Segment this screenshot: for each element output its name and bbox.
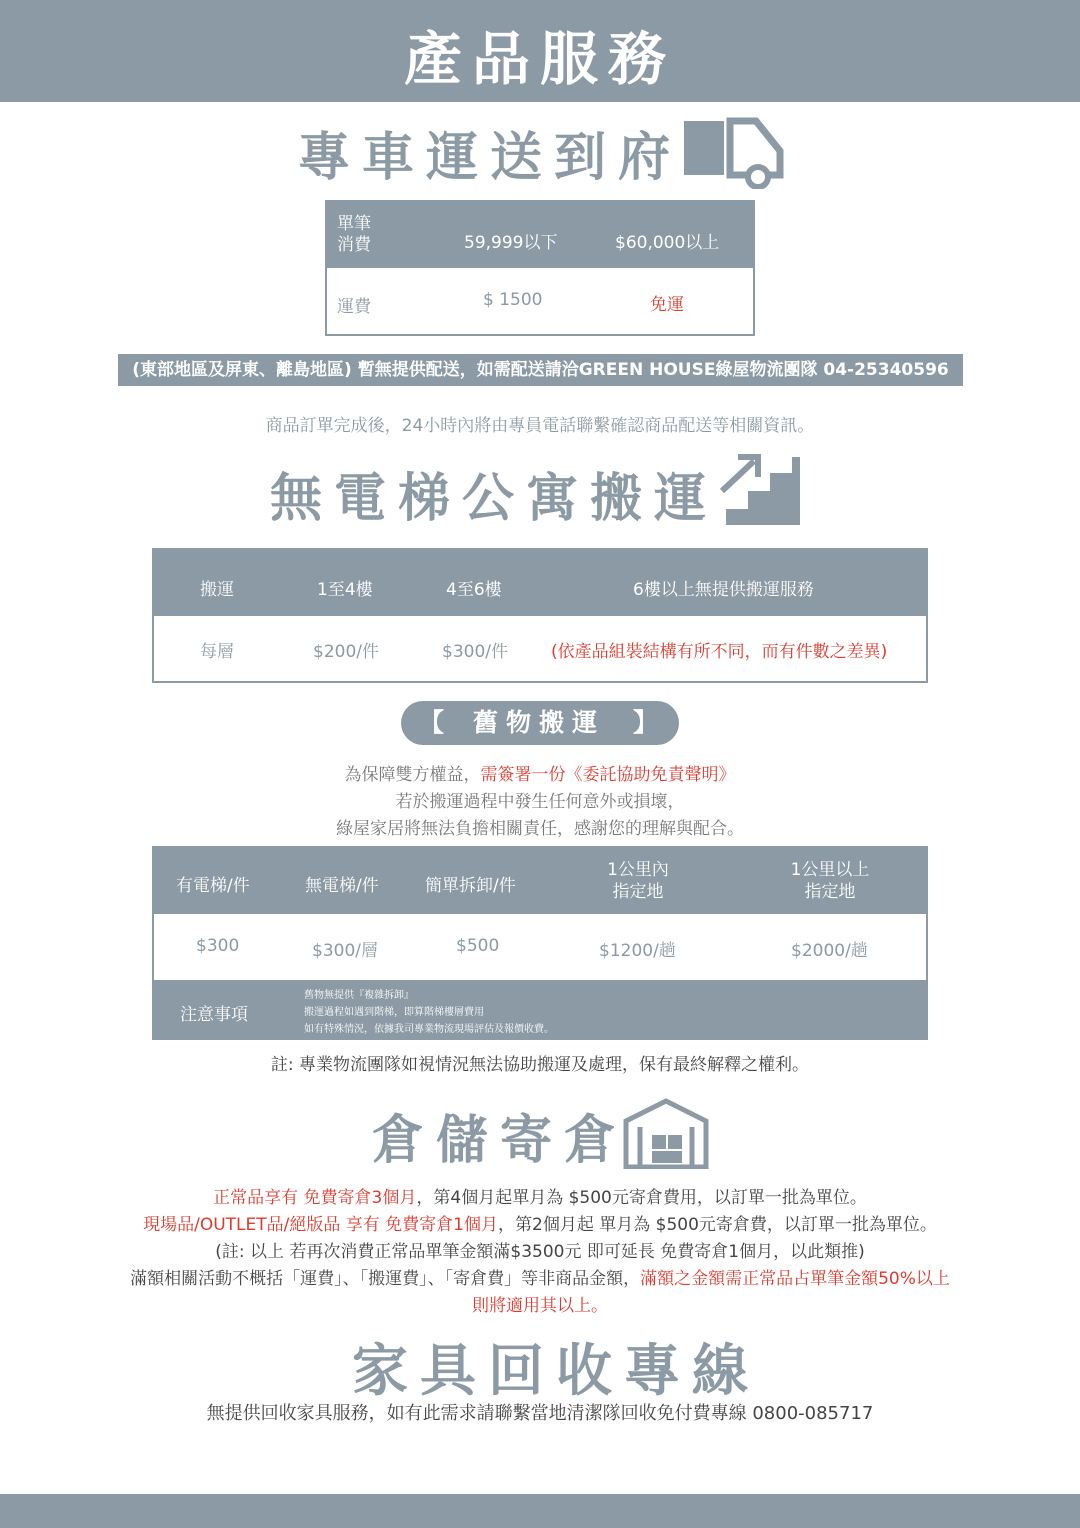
pill-bracket-open: 【 (419, 708, 445, 737)
header-over-1km: 1公里以上 指定地 (790, 860, 870, 902)
old-items-remark: 註: 專業物流團隊如視情況無法協助搬運及處理，保有最終解釋之權利。 (270, 1055, 810, 1075)
page-title: 產品服務 (403, 25, 676, 93)
old-items-notes (152, 980, 928, 1040)
storage-regular-rest: ，第4個月起單月為 $500元寄倉費用，以訂單一批為單位。 (416, 1188, 867, 1208)
warehouse-icon (622, 1097, 710, 1169)
note-line: 搬運過程如遇到階梯，即算階梯樓層費用 (304, 1007, 484, 1018)
storage-line4-prefix: 滿額相關活動不概括「運費」、「搬運費」、「寄倉費」等非商品金額， (130, 1269, 641, 1289)
para1-prefix: 為保障雙方權益， (344, 765, 481, 785)
fee-over-1km: $2000/趟 (791, 941, 868, 961)
stairs-heading: 無電梯公寓搬運 (270, 469, 719, 529)
delivery-heading: 專車運送到府 (298, 128, 683, 188)
shipping-fee-low: $ 1500 (483, 290, 543, 310)
fee-floor-1-4: $200/件 (313, 642, 379, 662)
stairs-arrow-icon (718, 447, 804, 527)
header-floor-4-6: 4至6樓 (446, 580, 502, 600)
fee-floor-4-6: $300/件 (442, 642, 508, 662)
notes-label: 注意事項 (180, 1005, 248, 1025)
old-items-para-1 (0, 760, 1080, 785)
header-within-1km: 1公里內 指定地 (607, 860, 669, 902)
storage-line-4 (0, 1264, 1080, 1289)
delivery-fee-table (325, 200, 755, 336)
note-line: 舊物無提供『複雜拆卸』 (304, 990, 414, 1001)
old-items-pill (401, 701, 679, 745)
header-under-60000: 59,999以下 (464, 233, 558, 253)
storage-heading: 倉儲寄倉 (372, 1111, 629, 1171)
top-banner (0, 0, 1080, 102)
stairs-table-row (154, 616, 926, 681)
header-carry: 搬運 (200, 580, 234, 600)
header-single-spend: 單筆 消費 (337, 214, 371, 255)
old-items-para-3: 綠屋家居將無法負擔相關責任，感謝您的理解與配合。 (336, 819, 744, 839)
storage-regular-free: 正常品享有 免費寄倉3個月 (213, 1188, 417, 1208)
fee-no-elevator: $300/層 (312, 941, 378, 961)
row-label-shipping: 運費 (337, 297, 371, 317)
header-over-60000: $60,000以上 (615, 233, 720, 253)
old-items-para-2: 若於搬運過程中發生任何意外或損壞， (395, 792, 685, 812)
header-simple-disassembly: 簡單拆卸/件 (425, 876, 516, 896)
old-items-fee-table (152, 846, 928, 1040)
storage-line-2 (0, 1210, 1080, 1235)
fee-simple-disassembly: $500 (456, 936, 500, 956)
fee-with-elevator: $300 (196, 936, 240, 956)
storage-line-5: 則將適用其以上。 (472, 1296, 608, 1316)
storage-line4-red: 滿額之金額需正常品占單筆金額50%以上 (640, 1269, 950, 1289)
stairs-table-header (154, 550, 926, 616)
storage-outlet-free: 現場品/OUTLET品/絕版品 享有 免費寄倉1個月 (143, 1215, 498, 1235)
row-label-per-floor: 每層 (200, 642, 234, 662)
storage-line-1 (0, 1183, 1080, 1208)
delivery-info: 商品訂單完成後，24小時內將由專員電話聯繫確認商品配送等相關資訊。 (265, 416, 815, 436)
old-items-table-header (152, 846, 928, 914)
recycle-hotline-text: 無提供回收家具服務，如有此需求請聯繫當地清潔隊回收免付費專線 0800-085717 (206, 1403, 874, 1424)
storage-outlet-rest: ，第2個月起 單月為 $500元寄倉費，以訂單一批為單位。 (498, 1215, 937, 1235)
truck-icon (684, 117, 784, 189)
pill-bracket-close: 】 (633, 708, 659, 737)
old-items-table-row (152, 914, 928, 980)
shipping-fee-free: 免運 (650, 295, 684, 315)
delivery-table-header (327, 202, 753, 268)
delivery-table-row (327, 268, 753, 334)
recycle-heading: 家具回收專線 (352, 1339, 760, 1404)
bottom-bar (0, 1494, 1080, 1528)
header-with-elevator: 有電梯/件 (176, 876, 250, 896)
fee-note-over-6: (依產品組裝結構有所不同，而有件數之差異) (551, 642, 888, 662)
header-floor-1-4: 1至4樓 (317, 580, 373, 600)
note-line: 如有特殊情況，依據我司專業物流現場評估及報價收費。 (304, 1024, 554, 1035)
delivery-area-notice: (東部地區及屏東、離島地區) 暫無提供配送，如需配送請洽GREEN HOUSE綠屋物流團隊 04-25340596 (118, 354, 963, 386)
storage-line-3: (註: 以上 若再次消費正常品單筆金額滿$3500元 即可延長 免費寄倉1個月，以此類推) (215, 1242, 865, 1262)
header-floor-over-6: 6樓以上無提供搬運服務 (633, 580, 814, 600)
fee-within-1km: $1200/趟 (599, 941, 676, 961)
header-no-elevator: 無電梯/件 (305, 876, 379, 896)
para1-disclaimer: 需簽署一份《委託協助免責聲明》 (480, 765, 736, 785)
pill-title: 舊物搬運 (473, 708, 606, 737)
stairs-fee-table (152, 548, 928, 683)
